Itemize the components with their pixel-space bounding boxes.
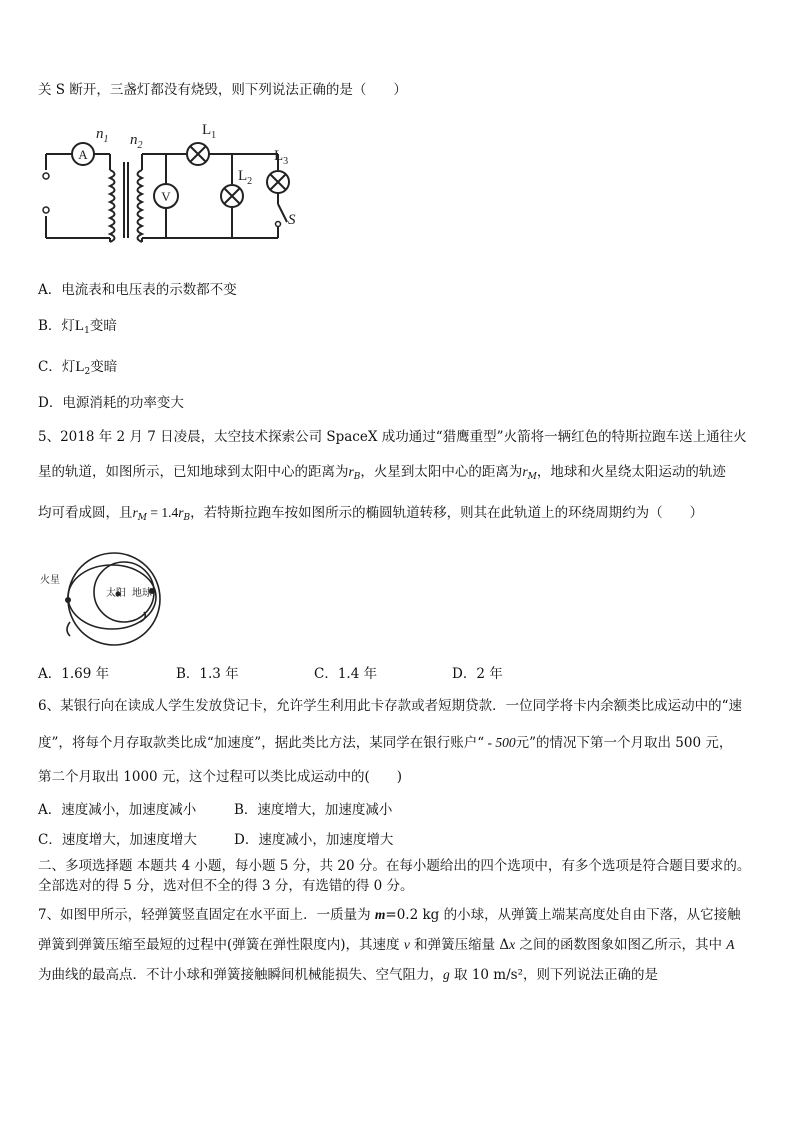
- q4-option-b: B．灯$L_1$变暗: [38, 318, 117, 336]
- switch-label: S: [288, 212, 296, 228]
- q6-line-1: 6、某银行向在读成人学生发放贷记卡，允许学生利用此卡存款或者短期贷款．一位同学将卡内余额类比成运动中的“速: [38, 698, 742, 714]
- q5-option-c: C．1.4 年: [314, 666, 378, 682]
- q6-option-c: C．速度增大，加速度增大: [38, 832, 197, 848]
- mars-orbit: [68, 553, 160, 645]
- section-2-scoring: 全部选对的得 5 分，选对但不全的得 3 分，有选错的得 0 分。: [38, 878, 414, 894]
- q7-line-2: 弹簧到弹簧压缩至最短的过程中(弹簧在弹性限度内)，其速度 v 和弹簧压缩量 Δx 之间的函数图象如图乙所示，其中 A: [38, 937, 735, 953]
- n2-label: $n_2$: [130, 132, 143, 151]
- l2-label: $L_2$: [238, 168, 253, 187]
- q6-option-b: B．速度增大，加速度减小: [234, 802, 393, 818]
- q5-line-1: 5、2018 年 2 月 7 日凌晨，太空技术探索公司 SpaceX 成功通过“猎鹰重型”火箭将一辆红色的特斯拉跑车送上通往火: [38, 429, 747, 445]
- input-terminal-top: [43, 173, 49, 179]
- q6-option-a: A．速度减小，加速度减小: [38, 802, 197, 818]
- n1-label: $n_1$: [96, 126, 109, 145]
- mars-label: 火星: [40, 575, 60, 586]
- orbit-diagram: [38, 550, 178, 650]
- q6-line-3: 第二个月取出 1000 元，这个过程可以类比成运动中的( ): [38, 769, 402, 785]
- input-terminal-bottom: [43, 207, 49, 213]
- section-2-heading: 二、多项选择题 本题共 4 小题，每小题 5 分，共 20 分。在每小题给出的四个选项中，有多个选项是符合题目要求的。: [38, 858, 751, 874]
- q5-option-a: A．1.69 年: [38, 666, 110, 682]
- q4-option-a: A．电流表和电压表的示数都不变: [38, 282, 237, 298]
- q7-line-1: 7、如图甲所示，轻弹簧竖直固定在水平面上．一质量为 m=0.2 kg 的小球，从弹簧上端某高度处自由下落，从它接触: [38, 907, 741, 923]
- q5-option-b: B．1.3 年: [176, 666, 239, 682]
- q6-option-d: D．速度减小，加速度增大: [234, 832, 394, 848]
- sun-label: 太阳: [106, 588, 126, 599]
- q4-option-d: D．电源消耗的功率变大: [38, 395, 184, 411]
- l1-label: $L_1$: [202, 122, 217, 141]
- switch-contact: [276, 222, 281, 227]
- q5-line-2: 星的轨道，如图所示，已知地球到太阳中心的距离为$r_B$，火星到太阳中心的距离为$r_M$，地球和火星绕太阳运动的轨迹: [38, 464, 726, 482]
- mars-dot: [65, 597, 71, 603]
- q6-line-2: 度”，将每个月存取款类比成“加速度”，据此类比方法，某同学在银行账户“ - 500元”的情况下第一个月取出 500 元，: [38, 735, 733, 751]
- q4-stem-tail: 关 S 断开，三盏灯都没有烧毁，则下列说法正确的是（ ）: [38, 82, 407, 98]
- earth-label: 地球: [132, 588, 152, 599]
- ammeter-label: A: [78, 147, 88, 162]
- q5-line-3: 均可看成圆，且$r_M = 1.4r_B$，若特斯拉跑车按如图所示的椭圆轨道转移，则其在此轨道上的环绕周期约为（ ）: [38, 505, 704, 523]
- voltmeter-label: V: [161, 189, 171, 204]
- l3-label: $L_3$: [274, 148, 289, 167]
- q4-option-c: C．灯$L_2$变暗: [38, 359, 118, 377]
- q5-option-d: D．2 年: [452, 666, 503, 682]
- transformer-circuit-diagram: [38, 120, 338, 245]
- q7-line-3: 为曲线的最高点．不计小球和弹簧接触瞬间机械能损失、空气阻力，g 取 10 m/s²，则下列说法正确的是: [38, 967, 658, 983]
